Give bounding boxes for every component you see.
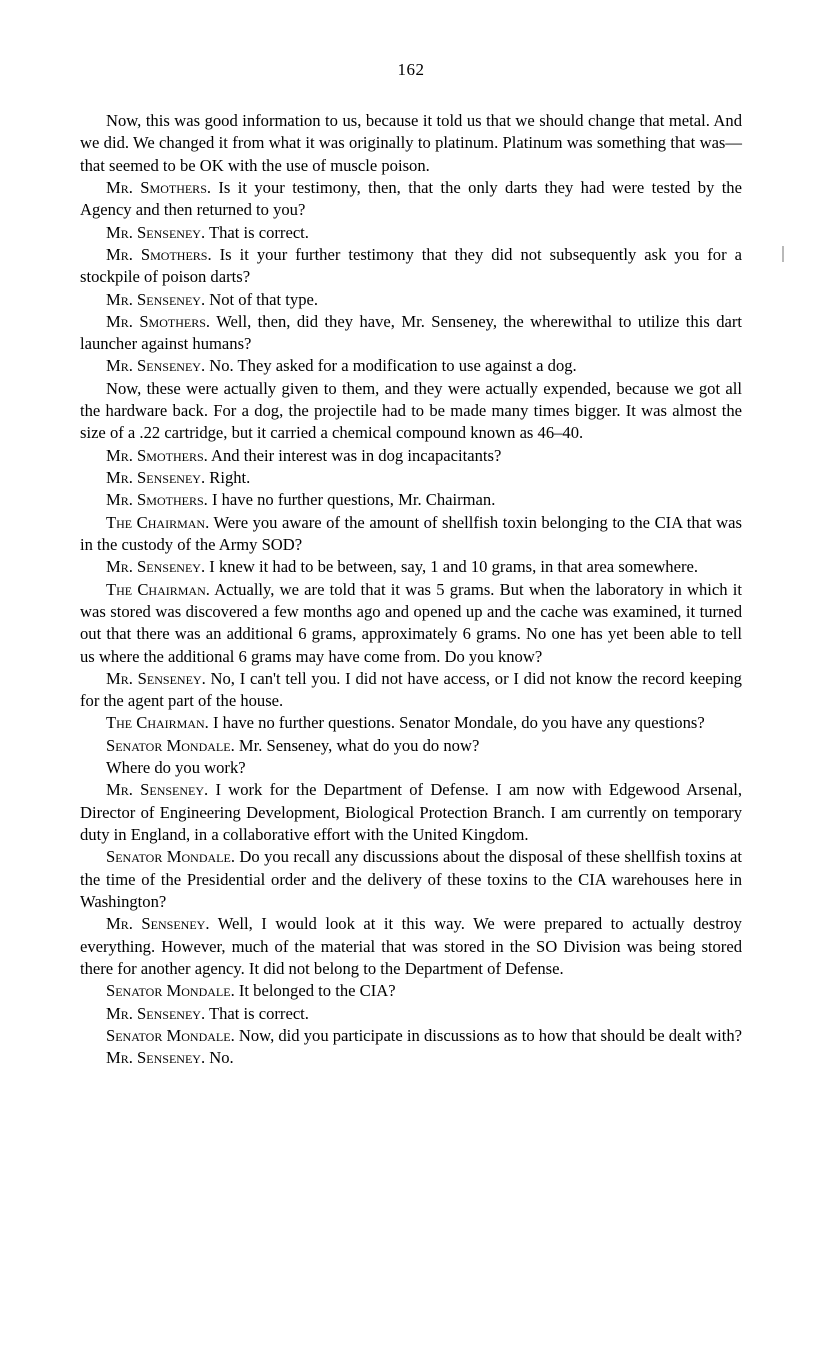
paragraph-text: Is it your further testimony that they did not subsequently ask you for a stockpile of poison darts? xyxy=(80,244,742,287)
transcript-body xyxy=(80,110,742,1069)
transcript-paragraph xyxy=(80,177,742,222)
transcript-paragraph xyxy=(80,1047,742,1069)
transcript-paragraph xyxy=(80,913,742,980)
transcript-paragraph xyxy=(80,355,742,377)
scan-artifact xyxy=(782,246,784,262)
transcript-paragraph xyxy=(80,378,742,445)
transcript-paragraph xyxy=(80,222,742,244)
paragraph-text: No. They asked for a modification to use against a dog. xyxy=(209,356,577,376)
speaker-label: Senator Mondale. xyxy=(106,1025,235,1045)
paragraph-text: Well, I would look at it this way. We were prepared to actually destroy everything. However, much of the material that was stored in the SO Division was being stored there for another agency. It did not belong to the Department of Defense. xyxy=(80,914,742,978)
speaker-label: Mr. Smothers. xyxy=(106,244,212,264)
speaker-label: Mr. Senseney. xyxy=(106,1048,206,1068)
speaker-label: Mr. Senseney. xyxy=(106,780,209,800)
paragraph-text: Right. xyxy=(209,468,251,487)
transcript-paragraph xyxy=(80,735,742,757)
speaker-label: The Chairman. xyxy=(106,512,210,532)
speaker-label: Senator Mondale. xyxy=(106,981,235,1001)
page-number: 162 xyxy=(397,60,425,79)
paragraph-text: Now, did you participate in discussions as to how that should be dealt with? xyxy=(238,1025,743,1045)
transcript-paragraph xyxy=(80,579,742,668)
paragraph-text: That is correct. xyxy=(208,1003,309,1023)
speaker-label: Mr. Senseney. xyxy=(106,222,206,242)
speaker-label: The Chairman. xyxy=(106,713,209,733)
paragraph-text: Mr. Senseney, what do you do now? xyxy=(238,735,480,755)
speaker-label: Mr. Senseney. xyxy=(106,1003,206,1023)
paragraph-text: Now, these were actually given to them, and they were actually expended, because we got all the hardware back. For a dog, the projectile had to be made many times bigger. It was almost the size of a .22 cartridge, but it carried a chemical compound known as 46–40. xyxy=(80,378,742,443)
transcript-paragraph xyxy=(80,512,742,557)
paragraph-text: Were you aware of the amount of shellfish toxin belonging to the CIA that was in the custody of the Army SOD? xyxy=(80,512,742,554)
transcript-paragraph xyxy=(80,489,742,511)
transcript-paragraph xyxy=(80,289,742,311)
speaker-label: Senator Mondale. xyxy=(106,735,235,755)
transcript-paragraph xyxy=(80,846,742,913)
paragraph-text: No, I can't tell you. I did not have access, or I did not know the record keeping for the agent part of the house. xyxy=(80,668,742,711)
speaker-label: Mr. Senseney. xyxy=(106,289,206,309)
transcript-paragraph xyxy=(80,712,742,734)
speaker-label: Mr. Senseney. xyxy=(106,468,206,487)
speaker-label: The Chairman. xyxy=(106,579,210,599)
paragraph-text: And their interest was in dog incapacitants? xyxy=(211,445,502,465)
paragraph-text: I work for the Department of Defense. I am now with Edgewood Arsenal, Director of Engineering Development, Biological Protection Branch. I am currently on temporary duty in England, in a collaborative effort with the United Kingdom. xyxy=(80,780,742,844)
speaker-label: Senator Mondale. xyxy=(106,847,235,867)
paragraph-text: No. xyxy=(209,1048,234,1068)
speaker-label: Mr. Senseney. xyxy=(106,668,206,688)
paragraph-text: That is correct. xyxy=(208,222,309,242)
speaker-label: Mr. Senseney. xyxy=(106,356,206,376)
transcript-paragraph xyxy=(80,110,742,177)
speaker-label: Mr. Smothers. xyxy=(106,490,208,510)
speaker-label: Mr. Senseney. xyxy=(106,914,210,934)
paragraph-text: I have no further questions. Senator Mondale, do you have any questions? xyxy=(213,713,705,733)
transcript-paragraph xyxy=(80,445,742,467)
transcript-paragraph xyxy=(80,668,742,713)
speaker-label: Mr. Senseney. xyxy=(106,557,206,577)
transcript-paragraph xyxy=(80,1003,742,1025)
speaker-label: Mr. Smothers. xyxy=(106,445,208,465)
transcript-paragraph xyxy=(80,1025,742,1047)
transcript-paragraph xyxy=(80,244,742,289)
paragraph-text: Not of that type. xyxy=(209,289,319,309)
transcript-paragraph xyxy=(80,779,742,846)
paragraph-text: I have no further questions, Mr. Chairman. xyxy=(211,490,496,510)
paragraph-text: Is it your testimony, then, that the only darts they had were tested by the Agency and then returned to you? xyxy=(80,177,742,220)
paragraph-text: It belonged to the CIA? xyxy=(238,981,396,1001)
speaker-label: Mr. Smothers. xyxy=(106,311,211,331)
paragraph-text: Now, this was good information to us, because it told us that we should change that metal. And we did. We changed it from what it was originally to platinum. Platinum was something that was—that seemed to be OK with the use of muscle poison. xyxy=(80,111,742,175)
paragraph-text: Actually, we are told that it was 5 grams. But when the laboratory in which it was stored was discovered a few months ago and opened up and the cache was examined, it turned out that there was an additional 6 grams, approximately 6 grams. No one has yet been able to tell us where the additional 6 grams may have come from. Do you know? xyxy=(80,579,742,666)
transcript-paragraph xyxy=(80,467,742,489)
transcript-paragraph xyxy=(80,556,742,578)
paragraph-text: I knew it had to be between, say, 1 and 10 grams, in that area somewhere. xyxy=(209,557,699,577)
transcript-paragraph xyxy=(80,980,742,1002)
transcript-paragraph xyxy=(80,757,742,779)
paragraph-text: Do you recall any discussions about the disposal of these shellfish toxins at the time of the Presidential order and the delivery of these toxins to the CIA warehouses here in Washington? xyxy=(80,847,742,911)
transcript-paragraph xyxy=(80,311,742,356)
paragraph-text: Where do you work? xyxy=(106,758,246,778)
paragraph-text: Well, then, did they have, Mr. Senseney, the wherewithal to utilize this dart launcher against humans? xyxy=(80,311,742,354)
speaker-label: Mr. Smothers. xyxy=(106,177,212,197)
